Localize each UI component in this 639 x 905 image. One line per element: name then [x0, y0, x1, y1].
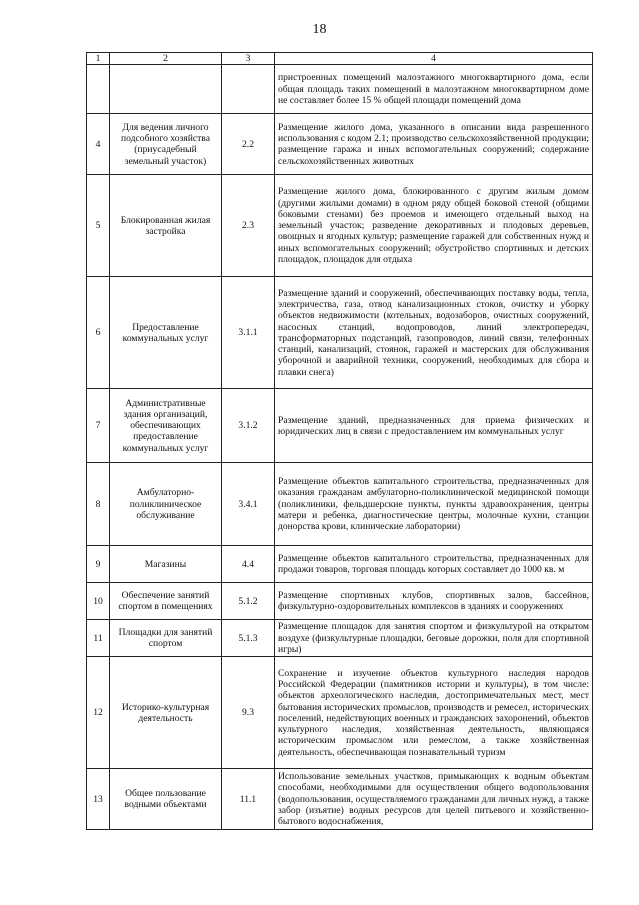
- row-description: Размещение жилого дома, указанного в описании вида разрешенного использования с кодом 2.1; производство сельскохозяйственной продукции; размещение гаража и иных вспомогательных сооружений; содержание сельскохозяйственных животных: [275, 114, 593, 175]
- table-row: [87, 389, 593, 463]
- row-code: 3.1.2: [222, 389, 275, 463]
- row-code: 4.4: [222, 546, 275, 583]
- header-col-4: 4: [275, 53, 593, 65]
- row-code: [222, 65, 275, 114]
- row-name: Блокированная жилая застройка: [110, 175, 222, 277]
- page-number: 18: [312, 22, 327, 37]
- row-code: 5.1.3: [222, 620, 275, 657]
- row-code: 3.1.1: [222, 277, 275, 389]
- table-row: [87, 114, 593, 175]
- row-number: 5: [87, 175, 110, 277]
- row-description: Размещение объектов капитального строительства, предназначенных для оказания гражданам амбулаторно-поликлинической медицинской помощи (поликлиники, фельдшерские пункты, пункты здравоохранения, центры матери и ребенка, диагностические центры, молочные кухни, станции донорства крови, клинические лаборатории): [275, 463, 593, 546]
- header-col-2: 2: [110, 53, 222, 65]
- row-number: 11: [87, 620, 110, 657]
- row-name: Обеспечение занятий спортом в помещениях: [110, 583, 222, 620]
- row-number: 8: [87, 463, 110, 546]
- row-description: Размещение площадок для занятия спортом и физкультурой на открытом воздухе (физкультурные площадки, беговые дорожки, поля для спортивной игры): [275, 620, 593, 657]
- row-name: Амбулаторно-поликлиническое обслуживание: [110, 463, 222, 546]
- row-number: 13: [87, 769, 110, 830]
- table-header-row: [87, 53, 593, 65]
- row-name: Для ведения личного подсобного хозяйства (приусадебный земельный участок): [110, 114, 222, 175]
- row-description: Размещение зданий, предназначенных для приема физических и юридических лиц в связи с предоставлением им коммунальных услуг: [275, 389, 593, 463]
- table-row: [87, 175, 593, 277]
- table-row: [87, 620, 593, 657]
- row-code: 2.2: [222, 114, 275, 175]
- row-number: 12: [87, 657, 110, 769]
- row-name: Магазины: [110, 546, 222, 583]
- row-name: Площадки для занятий спортом: [110, 620, 222, 657]
- row-description: Размещение объектов капитального строительства, предназначенных для продажи товаров, торговая площадь которых составляет до 1000 кв. м: [275, 546, 593, 583]
- table-row: [87, 583, 593, 620]
- row-number: 4: [87, 114, 110, 175]
- row-code: 5.1.2: [222, 583, 275, 620]
- land-use-table: [86, 52, 593, 830]
- row-number: [87, 65, 110, 114]
- row-description: Размещение жилого дома, блокированного с другим жилым домом (другими жилыми домами) в одном ряду общей боковой стеной (общими боковыми стенами) без проемов и имеющего отдельный выход на земельный участок; разведение декоративных и плодовых деревьев, овощных и ягодных культур; размещение гаражей для собственных нужд и иных вспомогательных сооружений; обустройство спортивных и детских площадок, площадок для отдыха: [275, 175, 593, 277]
- row-code: 3.4.1: [222, 463, 275, 546]
- table-row: [87, 463, 593, 546]
- row-number: 7: [87, 389, 110, 463]
- row-code: 11.1: [222, 769, 275, 830]
- row-name: Общее пользование водными объектами: [110, 769, 222, 830]
- row-name: Историко-культурная деятельность: [110, 657, 222, 769]
- row-name: [110, 65, 222, 114]
- row-description: Размещение спортивных клубов, спортивных залов, бассейнов, физкультурно-оздоровительных комплексов в зданиях и сооружениях: [275, 583, 593, 620]
- table-row: [87, 277, 593, 389]
- header-col-3: 3: [222, 53, 275, 65]
- row-code: 2.3: [222, 175, 275, 277]
- row-name: Предоставление коммунальных услуг: [110, 277, 222, 389]
- row-number: 6: [87, 277, 110, 389]
- table-row: [87, 657, 593, 769]
- row-number: 9: [87, 546, 110, 583]
- row-description: Размещение зданий и сооружений, обеспечивающих поставку воды, тепла, электричества, газа, отвод канализационных стоков, очистку и уборку объектов недвижимости (котельных, водозаборов, очистных сооружений, насосных станций, водопроводов, линий электропередач, трансформаторных подстанций, газопроводов, линий связи, телефонных станций, канализаций, стоянок, гаражей и мастерских для обслуживания уборочной и аварийной техники, сооружений, необходимых для сбора и плавки снега): [275, 277, 593, 389]
- row-name: Административные здания организаций, обеспечивающих предоставление коммунальных услуг: [110, 389, 222, 463]
- row-description: Использование земельных участков, примыкающих к водным объектам способами, необходимыми для осуществления общего водопользования (водопользования, осуществляемого гражданами для личных нужд, а также забор (изъятие) водных ресурсов для целей питьевого и хозяйственно-бытового водоснабжения,: [275, 769, 593, 830]
- header-col-1: 1: [87, 53, 110, 65]
- table-row: [87, 65, 593, 114]
- table-row: [87, 769, 593, 830]
- row-number: 10: [87, 583, 110, 620]
- table-row: [87, 546, 593, 583]
- row-code: 9.3: [222, 657, 275, 769]
- row-description: Сохранение и изучение объектов культурного наследия народов Российской Федерации (памятников истории и культуры), в том числе: объектов археологического наследия, достопримечательных мест, мест бытования исторических промыслов, производств и ремесел, исторических поселений, недействующих военных и гражданских захоронений, объектов культурного наследия, хозяйственная деятельность, являющаяся историческим промыслом или ремеслом, а также хозяйственная деятельность, обеспечивающая познавательный туризм: [275, 657, 593, 769]
- row-description: пристроенных помещений малоэтажного многоквартирного дома, если общая площадь таких помещений в малоэтажном многоквартирном доме не составляет более 15 % общей площади помещений дома: [275, 65, 593, 114]
